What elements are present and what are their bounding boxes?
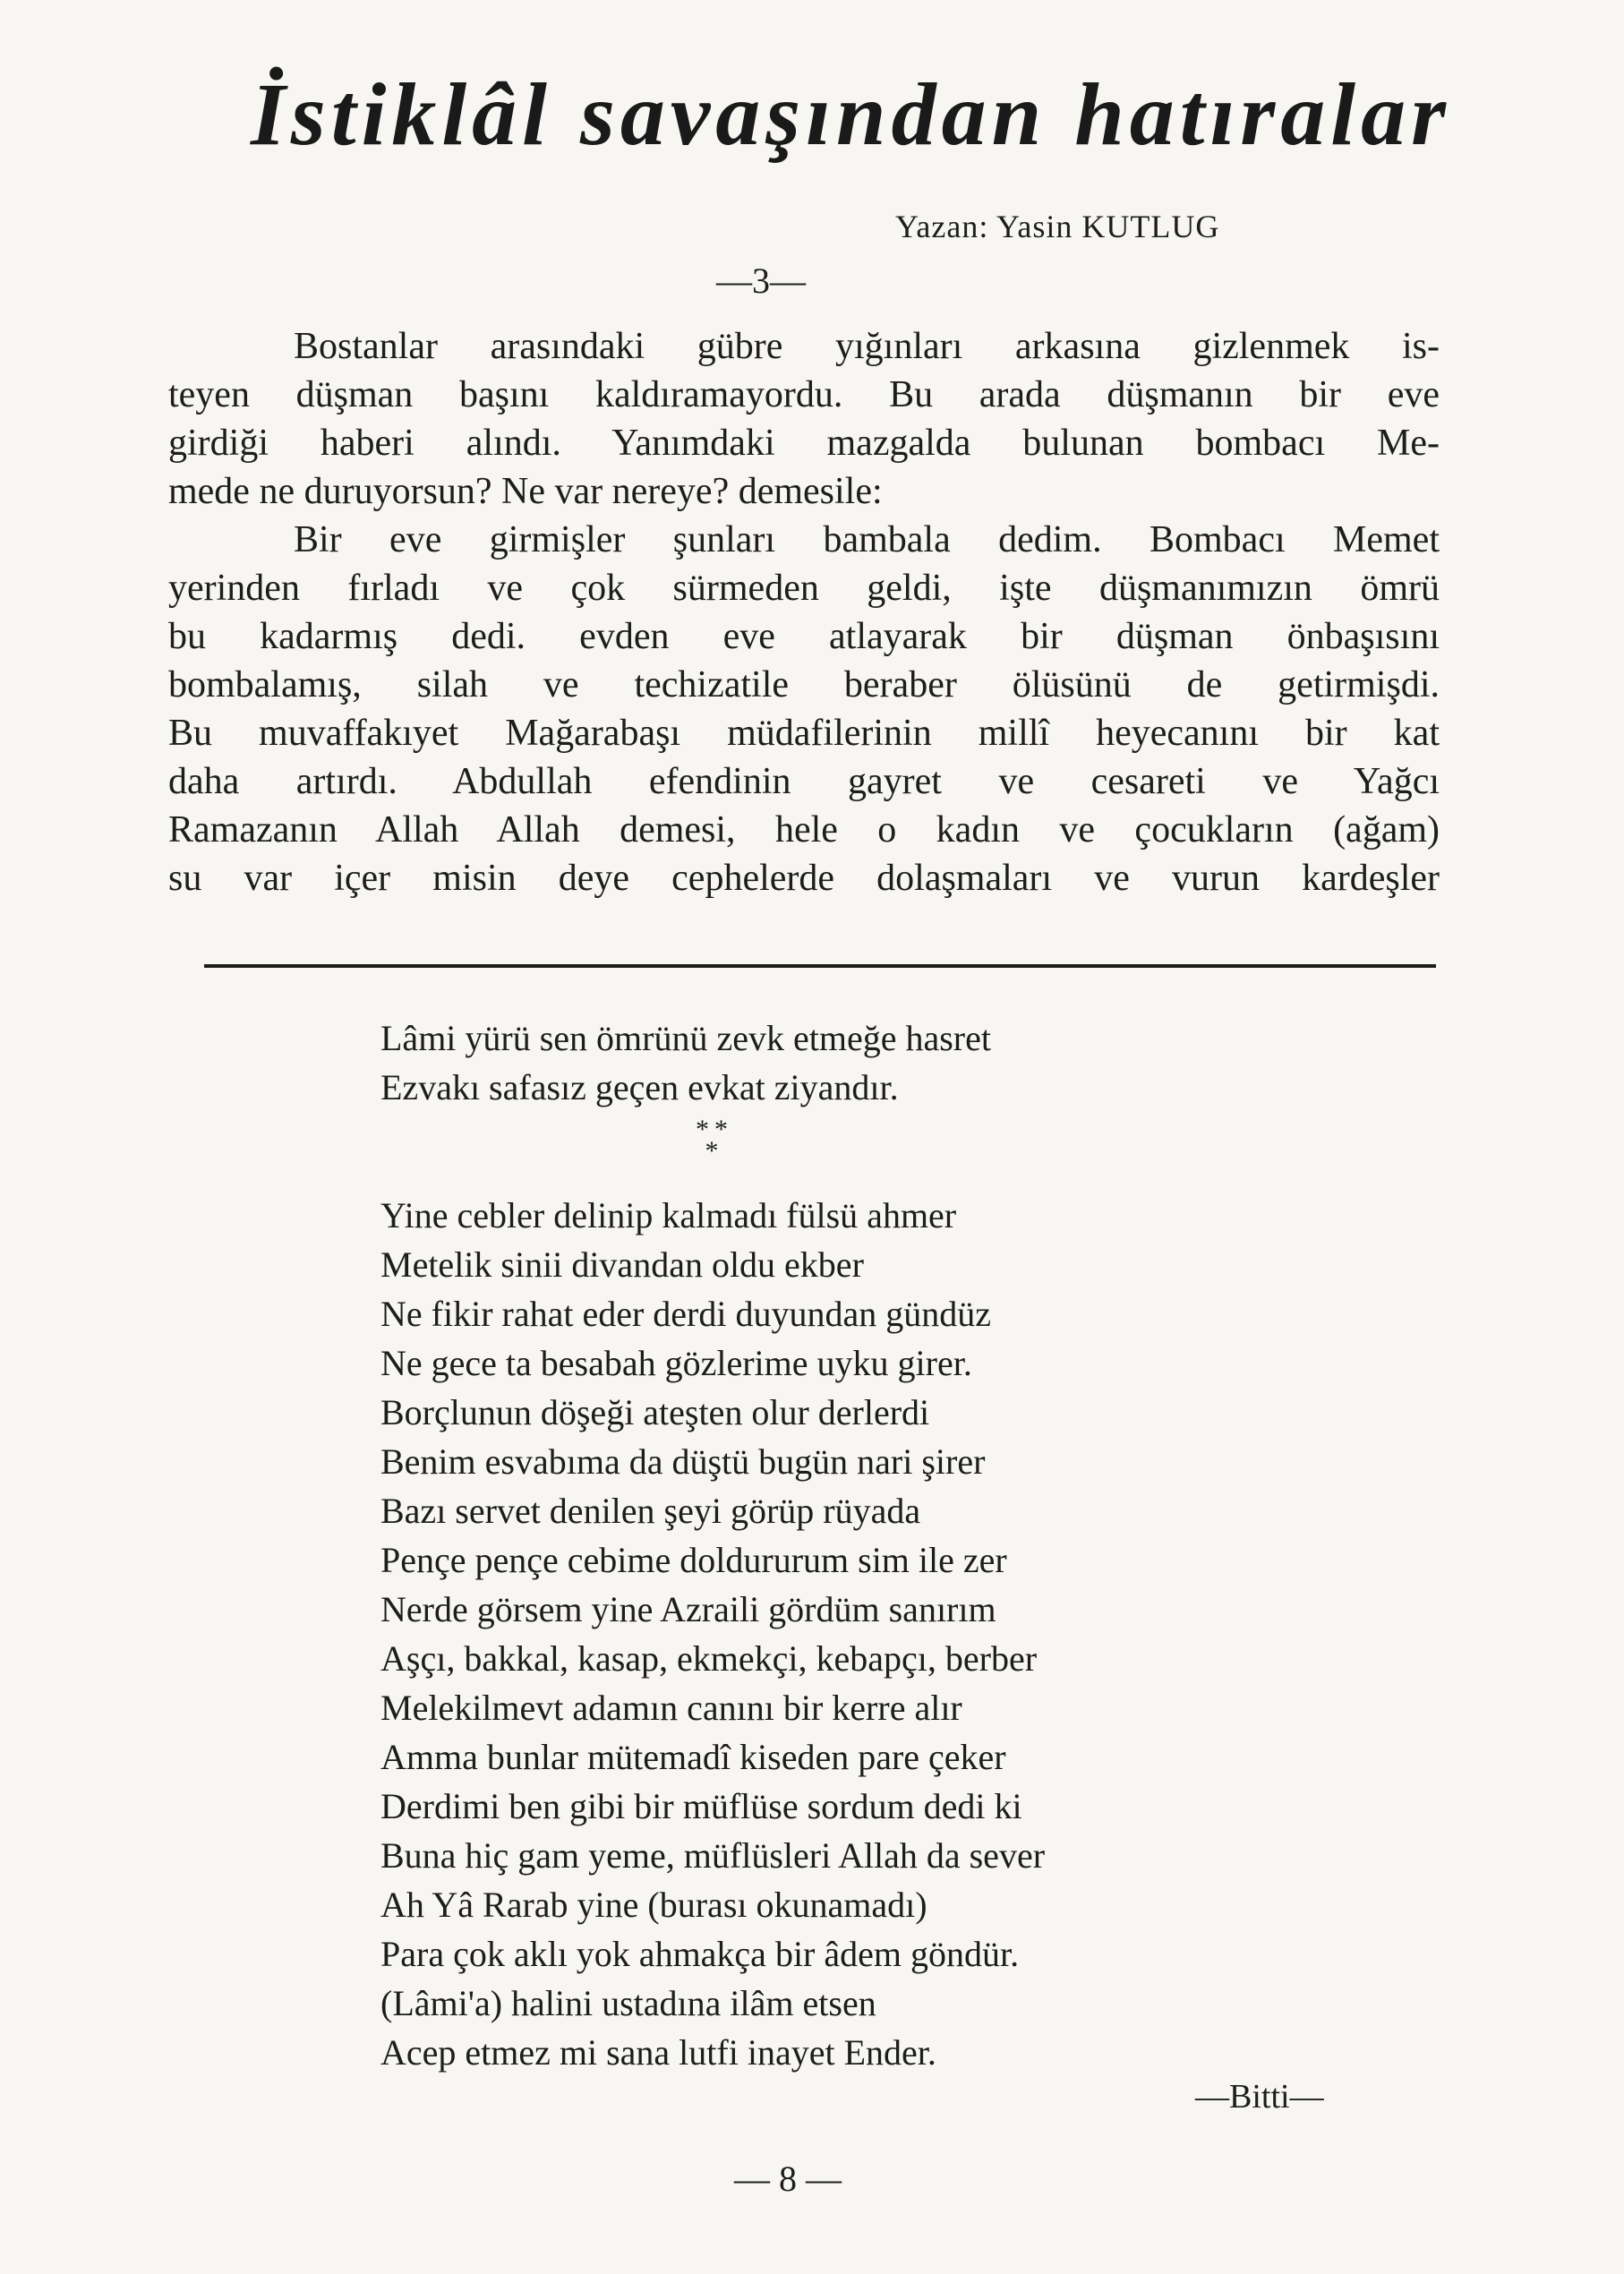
poem-line: Lâmi yürü sen ömrünü zevk etmeğe hasret (380, 1018, 991, 1058)
poem-line: Borçlunun döşeği ateşten olur derlerdi (380, 1392, 930, 1432)
poem-line: Melekilmevt adamın canını bir kerre alır (380, 1688, 962, 1728)
paragraph-line: daha artırdı. Abdullah efendinin gayret ve cesareti ve Yağcı (168, 761, 1440, 802)
poem-body (380, 1191, 1045, 2077)
prose-paragraph (168, 322, 1440, 902)
poem-line: Buna hiç gam yeme, müflüsleri Allah da sever (380, 1835, 1046, 1876)
poem-line: Ne fikir rahat eder derdi duyundan gündüz (380, 1294, 991, 1334)
poem-line: Pençe pençe cebime doldururum sim ile zer (380, 1540, 1007, 1580)
poem-line: Ezvakı safasız geçen evkat ziyandır. (380, 1067, 899, 1107)
poem-line: Yine cebler delinip kalmadı fülsü ahmer (380, 1195, 957, 1235)
asterism-text: * * * (695, 1115, 728, 1166)
poem-line: (Lâmi'a) halini ustadına ilâm etsen (380, 1983, 876, 2023)
paragraph-line: bombalamış, silah ve techizatile beraber ölüsünü de getirmişdi. (168, 664, 1440, 705)
poem-line: Bazı servet denilen şeyi görüp rüyada (380, 1491, 921, 1531)
paragraph-line: su var içer misin deye cephelerde dolaşmaları ve vurun kardeşler (168, 858, 1440, 899)
paragraph-line: Bu muvaffakıyet Mağarabaşı müdafilerinin millî heyecanını bir kat (168, 713, 1440, 754)
paragraph-line: girdiği haberi alındı. Yanımdaki mazgalda bulunan bombacı Me- (168, 423, 1440, 464)
poem-line: Derdimi ben gibi bir müflüse sordum dedi ki (380, 1786, 1022, 1826)
part-number: —3— (716, 261, 806, 301)
paragraph-line: Bir eve girmişler şunları bambala dedim. Bombacı Memet (294, 519, 1440, 560)
page-number: — 8 — (734, 2159, 842, 2199)
paragraph-line: mede ne duruyorsun? Ne var nereye? demesile: (168, 471, 883, 512)
article-title: İstiklâl savaşından hatıralar (251, 64, 1451, 164)
paragraph-line: Bostanlar arasındaki gübre yığınları arkasına gizlenmek is- (294, 326, 1440, 367)
poem-line: Nerde görsem yine Azraili gördüm sanırım (380, 1589, 996, 1629)
end-marker: —Bitti— (1195, 2078, 1324, 2116)
paragraph-line: Ramazanın Allah Allah demesi, hele o kadın ve çocukların (ağam) (168, 809, 1440, 851)
asterism (689, 1115, 734, 1166)
poem-line: Aşçı, bakkal, kasap, ekmekçi, kebapçı, berber (380, 1638, 1038, 1679)
poem-line: Ah Yâ Rarab yine (burası okunamadı) (380, 1885, 927, 1925)
paragraph-line: teyen düşman başını kaldıramayordu. Bu arada düşmanın bir eve (168, 374, 1440, 415)
poem-line: Amma bunlar mütemadî kiseden pare çeker (380, 1737, 1006, 1777)
poem-line: Para çok aklı yok ahmakça bir âdem göndür. (380, 1934, 1020, 1974)
poem-line: Benim esvabıma da düştü bugün nari şirer (380, 1441, 986, 1482)
paragraph-line: bu kadarmış dedi. evden eve atlayarak bir düşman önbaşısını (168, 616, 1440, 657)
poem-line: Acep etmez mi sana lutfi inayet Ender. (380, 2032, 936, 2073)
paragraph-line: yerinden fırladı ve çok sürmeden geldi, işte düşmanımızın ömrü (168, 568, 1440, 609)
poem-line: Metelik sinii divandan oldu ekber (380, 1244, 864, 1285)
section-divider (204, 964, 1436, 968)
poem-couplet (380, 1013, 991, 1112)
author-byline: Yazan: Yasin KUTLUG (895, 209, 1220, 244)
poem-line: Ne gece ta besabah gözlerime uyku girer. (380, 1343, 972, 1383)
